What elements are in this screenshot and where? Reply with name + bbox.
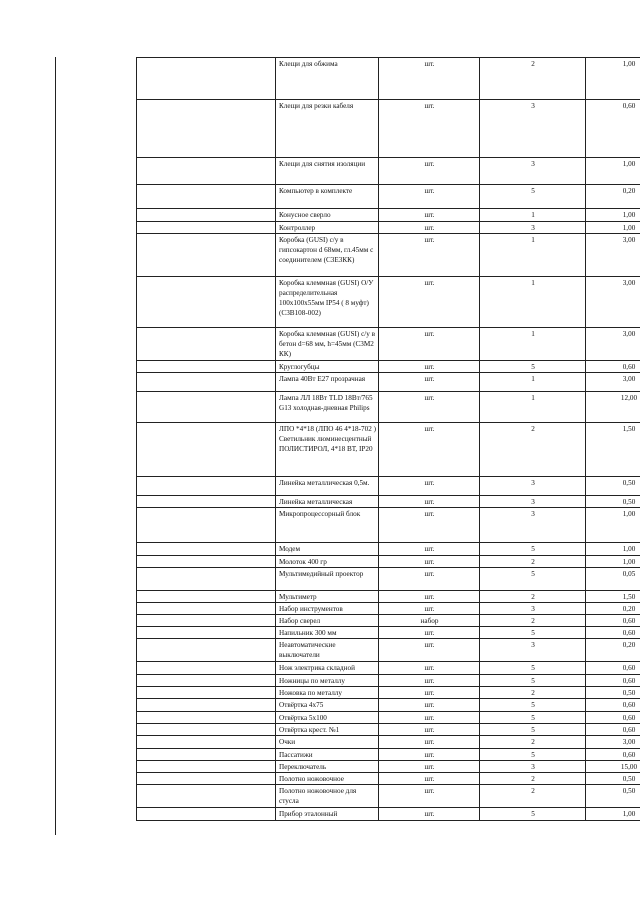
unit-cell: шт. [379, 508, 480, 543]
blank-cell [137, 496, 276, 508]
blank-cell [137, 373, 276, 392]
blank-cell [137, 361, 276, 373]
blank-cell [137, 615, 276, 627]
price-cell: 0,60 [586, 712, 640, 724]
item-name-cell: Прибор эталонный [276, 808, 379, 821]
item-name-cell: Мультимедийный проектор [276, 568, 379, 591]
blank-cell [137, 100, 276, 158]
quantity-cell: 1 [480, 277, 586, 328]
blank-cell [137, 591, 276, 603]
price-cell: 1,00 [586, 508, 640, 543]
item-name-cell: Полотно ножовочное [276, 773, 379, 785]
table-row [137, 724, 640, 736]
unit-cell: шт. [379, 736, 480, 749]
item-name-cell: Отвёртка 5х100 [276, 712, 379, 724]
blank-cell [137, 328, 276, 361]
price-cell: 1,00 [586, 209, 640, 222]
item-name-cell: Очки [276, 736, 379, 749]
quantity-cell: 3 [480, 639, 586, 662]
quantity-cell: 5 [480, 568, 586, 591]
quantity-cell: 5 [480, 185, 586, 209]
price-cell: 0,60 [586, 662, 640, 675]
blank-cell [137, 687, 276, 699]
table-row [137, 627, 640, 639]
unit-cell: набор [379, 615, 480, 627]
table-row [137, 58, 640, 100]
unit-cell: шт. [379, 361, 480, 373]
item-name-cell: Коробка (GUSI) с/у в гипсокартон d 68мм, гл.45мм с соединителем (С3Е3КК) [276, 234, 379, 277]
quantity-cell: 2 [480, 556, 586, 568]
unit-cell: шт. [379, 687, 480, 699]
table-row [137, 543, 640, 556]
price-cell: 0,60 [586, 749, 640, 761]
table-row [137, 477, 640, 496]
quantity-cell: 3 [480, 477, 586, 496]
table-row [137, 568, 640, 591]
quantity-cell: 5 [480, 712, 586, 724]
blank-cell [137, 543, 276, 556]
table-row [137, 675, 640, 687]
blank-cell [137, 603, 276, 615]
item-name-cell: Компьютер в комплекте [276, 185, 379, 209]
left-margin-rule [55, 57, 56, 835]
table-row [137, 808, 640, 821]
blank-cell [137, 773, 276, 785]
item-name-cell: Напильник 300 мм [276, 627, 379, 639]
unit-cell: шт. [379, 543, 480, 556]
blank-cell [137, 423, 276, 477]
price-cell: 1,00 [586, 556, 640, 568]
blank-cell [137, 392, 276, 423]
quantity-cell: 1 [480, 209, 586, 222]
quantity-cell: 5 [480, 361, 586, 373]
blank-cell [137, 508, 276, 543]
blank-cell [137, 675, 276, 687]
unit-cell: шт. [379, 373, 480, 392]
unit-cell: шт. [379, 477, 480, 496]
unit-cell: шт. [379, 785, 480, 808]
table-row [137, 603, 640, 615]
item-name-cell: ЛПО *4*18 (ЛПО 46 4*18-702 ) Светильник люминесцентный ПОЛИСТИРОЛ, 4*18 ВТ, IP20 [276, 423, 379, 477]
unit-cell: шт. [379, 724, 480, 736]
item-name-cell: Клещи для резки кабеля [276, 100, 379, 158]
blank-cell [137, 277, 276, 328]
quantity-cell: 1 [480, 328, 586, 361]
price-cell: 0,60 [586, 615, 640, 627]
item-name-cell: Пассатижи [276, 749, 379, 761]
quantity-cell: 2 [480, 591, 586, 603]
unit-cell: шт. [379, 277, 480, 328]
price-cell: 0,50 [586, 687, 640, 699]
item-name-cell: Клещи для обжима [276, 58, 379, 100]
table-row [137, 687, 640, 699]
blank-cell [137, 158, 276, 185]
unit-cell: шт. [379, 627, 480, 639]
item-name-cell: Полотно ножовочное для стусла [276, 785, 379, 808]
table-row [137, 749, 640, 761]
quantity-cell: 3 [480, 222, 586, 234]
price-cell: 3,00 [586, 277, 640, 328]
item-name-cell: Набор сверел [276, 615, 379, 627]
price-cell: 0,20 [586, 185, 640, 209]
unit-cell: шт. [379, 100, 480, 158]
price-cell: 0,50 [586, 773, 640, 785]
table-row [137, 392, 640, 423]
quantity-cell: 2 [480, 785, 586, 808]
price-cell: 0,50 [586, 785, 640, 808]
item-name-cell: Круглогубцы [276, 361, 379, 373]
item-name-cell: Лампа 40Вт Е27 прозрачная [276, 373, 379, 392]
item-name-cell: Лампа ЛЛ 18Вт TLD 18Вт/765 G13 холодная-дневная Philips [276, 392, 379, 423]
unit-cell: шт. [379, 58, 480, 100]
unit-cell: шт. [379, 749, 480, 761]
blank-cell [137, 477, 276, 496]
item-name-cell: Мультиметр [276, 591, 379, 603]
unit-cell: шт. [379, 639, 480, 662]
item-name-cell: Ножницы по металлу [276, 675, 379, 687]
blank-cell [137, 556, 276, 568]
quantity-cell: 5 [480, 627, 586, 639]
quantity-cell: 2 [480, 773, 586, 785]
table-row [137, 773, 640, 785]
quantity-cell: 1 [480, 234, 586, 277]
blank-cell [137, 712, 276, 724]
item-name-cell: Линейка металлическая [276, 496, 379, 508]
item-name-cell: Конусное сверло [276, 209, 379, 222]
blank-cell [137, 761, 276, 773]
quantity-cell: 3 [480, 100, 586, 158]
price-cell: 1,00 [586, 158, 640, 185]
table-row [137, 158, 640, 185]
unit-cell: шт. [379, 568, 480, 591]
blank-cell [137, 662, 276, 675]
item-name-cell: Коробка клеммная (GUSI) с/у в бетон d=68 мм, h=45мм (С3М2 КК) [276, 328, 379, 361]
price-cell: 3,00 [586, 328, 640, 361]
quantity-cell: 1 [480, 392, 586, 423]
quantity-cell: 2 [480, 423, 586, 477]
table-row [137, 277, 640, 328]
table-row [137, 785, 640, 808]
unit-cell: шт. [379, 773, 480, 785]
table-row [137, 591, 640, 603]
quantity-cell: 3 [480, 158, 586, 185]
table-row [137, 496, 640, 508]
item-name-cell: Нож электрика складной [276, 662, 379, 675]
blank-cell [137, 234, 276, 277]
item-name-cell: Микропроцессорный блок [276, 508, 379, 543]
price-cell: 0,20 [586, 639, 640, 662]
price-cell: 12,00 [586, 392, 640, 423]
blank-cell [137, 639, 276, 662]
blank-cell [137, 209, 276, 222]
unit-cell: шт. [379, 591, 480, 603]
blank-cell [137, 222, 276, 234]
table-row [137, 361, 640, 373]
price-cell: 1,00 [586, 58, 640, 100]
table-row [137, 209, 640, 222]
blank-cell [137, 785, 276, 808]
price-cell: 0,50 [586, 477, 640, 496]
blank-cell [137, 808, 276, 821]
unit-cell: шт. [379, 662, 480, 675]
table-row [137, 508, 640, 543]
item-name-cell: Модем [276, 543, 379, 556]
unit-cell: шт. [379, 761, 480, 773]
unit-cell: шт. [379, 423, 480, 477]
table-row [137, 556, 640, 568]
unit-cell: шт. [379, 328, 480, 361]
price-cell: 1,00 [586, 808, 640, 821]
price-cell: 1,00 [586, 222, 640, 234]
table-row [137, 185, 640, 209]
unit-cell: шт. [379, 392, 480, 423]
quantity-cell: 5 [480, 543, 586, 556]
quantity-cell: 5 [480, 808, 586, 821]
quantity-cell: 5 [480, 675, 586, 687]
table-row [137, 699, 640, 712]
price-cell: 3,00 [586, 373, 640, 392]
quantity-cell: 2 [480, 58, 586, 100]
table-row [137, 639, 640, 662]
quantity-cell: 2 [480, 615, 586, 627]
item-name-cell: Молоток 400 гр [276, 556, 379, 568]
unit-cell: шт. [379, 699, 480, 712]
unit-cell: шт. [379, 158, 480, 185]
price-cell: 0,60 [586, 627, 640, 639]
item-name-cell: Неавтоматические выключатели [276, 639, 379, 662]
quantity-cell: 3 [480, 603, 586, 615]
item-name-cell: Контроллер [276, 222, 379, 234]
quantity-cell: 3 [480, 761, 586, 773]
item-name-cell: Клещи для снятия изоляции [276, 158, 379, 185]
quantity-cell: 2 [480, 736, 586, 749]
quantity-cell: 3 [480, 508, 586, 543]
unit-cell: шт. [379, 808, 480, 821]
item-name-cell: Ножовка по металлу [276, 687, 379, 699]
quantity-cell: 5 [480, 724, 586, 736]
blank-cell [137, 627, 276, 639]
table-row [137, 100, 640, 158]
blank-cell [137, 724, 276, 736]
table-row [137, 234, 640, 277]
item-name-cell: Отвёртка 4х75 [276, 699, 379, 712]
price-cell: 1,50 [586, 423, 640, 477]
price-cell: 0,60 [586, 699, 640, 712]
unit-cell: шт. [379, 234, 480, 277]
price-cell: 0,50 [586, 496, 640, 508]
quantity-cell: 2 [480, 687, 586, 699]
unit-cell: шт. [379, 712, 480, 724]
unit-cell: шт. [379, 675, 480, 687]
table-row [137, 712, 640, 724]
item-name-cell: Отвёртка крест. №1 [276, 724, 379, 736]
price-cell: 0,60 [586, 100, 640, 158]
price-cell: 1,00 [586, 543, 640, 556]
table-row [137, 761, 640, 773]
blank-cell [137, 749, 276, 761]
item-name-cell: Набор инструментов [276, 603, 379, 615]
item-name-cell: Переключатель [276, 761, 379, 773]
table-row [137, 736, 640, 749]
unit-cell: шт. [379, 556, 480, 568]
blank-cell [137, 736, 276, 749]
price-cell: 0,05 [586, 568, 640, 591]
inventory-table [136, 57, 640, 821]
unit-cell: шт. [379, 603, 480, 615]
table-row [137, 423, 640, 477]
unit-cell: шт. [379, 496, 480, 508]
blank-cell [137, 58, 276, 100]
blank-cell [137, 185, 276, 209]
table-row [137, 373, 640, 392]
table-row [137, 222, 640, 234]
price-cell: 3,00 [586, 234, 640, 277]
price-cell: 15,00 [586, 761, 640, 773]
table-row [137, 662, 640, 675]
price-cell: 0,60 [586, 675, 640, 687]
item-name-cell: Линейка металлическая 0,5м. [276, 477, 379, 496]
quantity-cell: 5 [480, 749, 586, 761]
price-cell: 0,60 [586, 724, 640, 736]
unit-cell: шт. [379, 209, 480, 222]
quantity-cell: 1 [480, 373, 586, 392]
blank-cell [137, 699, 276, 712]
unit-cell: шт. [379, 222, 480, 234]
quantity-cell: 5 [480, 699, 586, 712]
price-cell: 0,60 [586, 361, 640, 373]
item-name-cell: Коробка клеммная (GUSI) О/У распределительная 100х100х55мм IP54 ( 8 муфт) (С3В108-002) [276, 277, 379, 328]
quantity-cell: 5 [480, 662, 586, 675]
price-cell: 1,50 [586, 591, 640, 603]
price-cell: 0,20 [586, 603, 640, 615]
price-cell: 3,00 [586, 736, 640, 749]
table-row [137, 328, 640, 361]
blank-cell [137, 568, 276, 591]
table-row [137, 615, 640, 627]
unit-cell: шт. [379, 185, 480, 209]
quantity-cell: 3 [480, 496, 586, 508]
